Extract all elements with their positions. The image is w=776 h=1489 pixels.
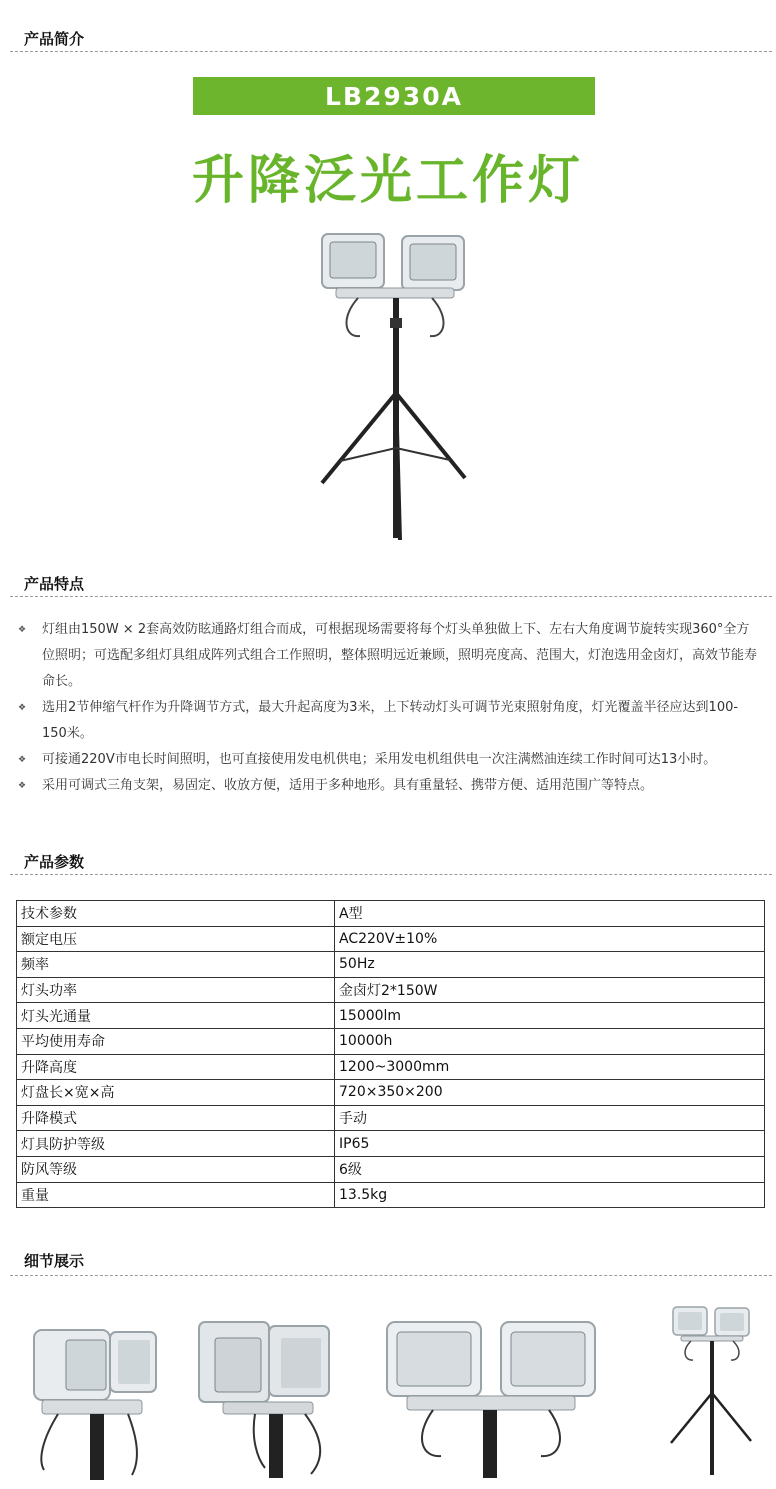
param-row [17,977,765,1003]
diamond-bullet-icon: ❖ [18,781,27,791]
param-name: 频率 [17,952,335,978]
section-heading-params: 产品参数 [24,853,85,871]
feature-item: ❖ 可接通220V市电长时间照明，也可直接使用发电机供电；采用发电机组供电一次注满燃油连续工作时间可达13小时。 [18,747,758,773]
param-value: 13.5kg [335,1182,765,1208]
param-name: 灯头光通量 [17,1003,335,1029]
param-value: IP65 [335,1131,765,1157]
param-row [17,1156,765,1182]
section-divider [10,51,772,52]
param-row [17,926,765,952]
diamond-bullet-icon: ❖ [18,625,27,635]
param-name: 防风等级 [17,1156,335,1182]
param-value: 50Hz [335,952,765,978]
param-value: AC220V±10% [335,926,765,952]
param-value: A型 [335,901,765,927]
feature-item: ❖ 采用可调式三角支架，易固定、收放方便，适用于多种地形。具有重量轻、携带方便、适用范围广等特点。 [18,773,758,799]
param-name: 灯盘长×宽×高 [17,1080,335,1106]
section-divider [10,1275,772,1276]
param-name: 灯具防护等级 [17,1131,335,1157]
diamond-bullet-icon: ❖ [18,755,27,765]
section-divider [10,874,772,875]
params-table [16,900,765,1208]
param-name: 升降高度 [17,1054,335,1080]
param-row [17,901,765,927]
detail-image-3 [383,1318,598,1478]
section-heading-features: 产品特点 [24,575,85,593]
param-row [17,1080,765,1106]
section-divider [10,596,772,597]
param-name: 重量 [17,1182,335,1208]
param-row [17,1105,765,1131]
param-name: 平均使用寿命 [17,1028,335,1054]
param-row [17,1131,765,1157]
param-value: 720×350×200 [335,1080,765,1106]
product-image-main [300,228,490,546]
product-title: 升降泛光工作灯 [191,151,584,211]
param-value: 1200~3000mm [335,1054,765,1080]
feature-item: ❖ 灯组由150W × 2套高效防眩通路灯组合而成，可根据现场需要将每个灯头单独做上下、左右大角度调节旋转实现360°全方位照明；可选配多组灯具组成阵列式组合工作照明，整体照明远近兼顾，照明亮度高、范围大，灯泡选用金卤灯，高效节能寿命长。 [18,617,758,695]
param-row [17,1003,765,1029]
model-banner: LB2930A [193,77,595,115]
section-heading-intro: 产品简介 [24,30,85,48]
param-name: 额定电压 [17,926,335,952]
param-value: 金卤灯2*150W [335,977,765,1003]
detail-image-1 [28,1320,168,1480]
param-name: 升降模式 [17,1105,335,1131]
param-row [17,1028,765,1054]
detail-image-4 [663,1303,763,1478]
param-row [17,1182,765,1208]
detail-image-2 [195,1318,340,1478]
feature-list [18,617,758,799]
param-value: 15000lm [335,1003,765,1029]
param-value: 6级 [335,1156,765,1182]
param-value: 10000h [335,1028,765,1054]
param-name: 技术参数 [17,901,335,927]
diamond-bullet-icon: ❖ [18,703,27,713]
param-row [17,1054,765,1080]
param-row [17,952,765,978]
feature-item: ❖ 选用2节伸缩气杆作为升降调节方式，最大升起高度为3米，上下转动灯头可调节光束照射角度，灯光覆盖半径应达到100-150米。 [18,695,758,747]
section-heading-details: 细节展示 [24,1252,85,1270]
param-value: 手动 [335,1105,765,1131]
param-name: 灯头功率 [17,977,335,1003]
